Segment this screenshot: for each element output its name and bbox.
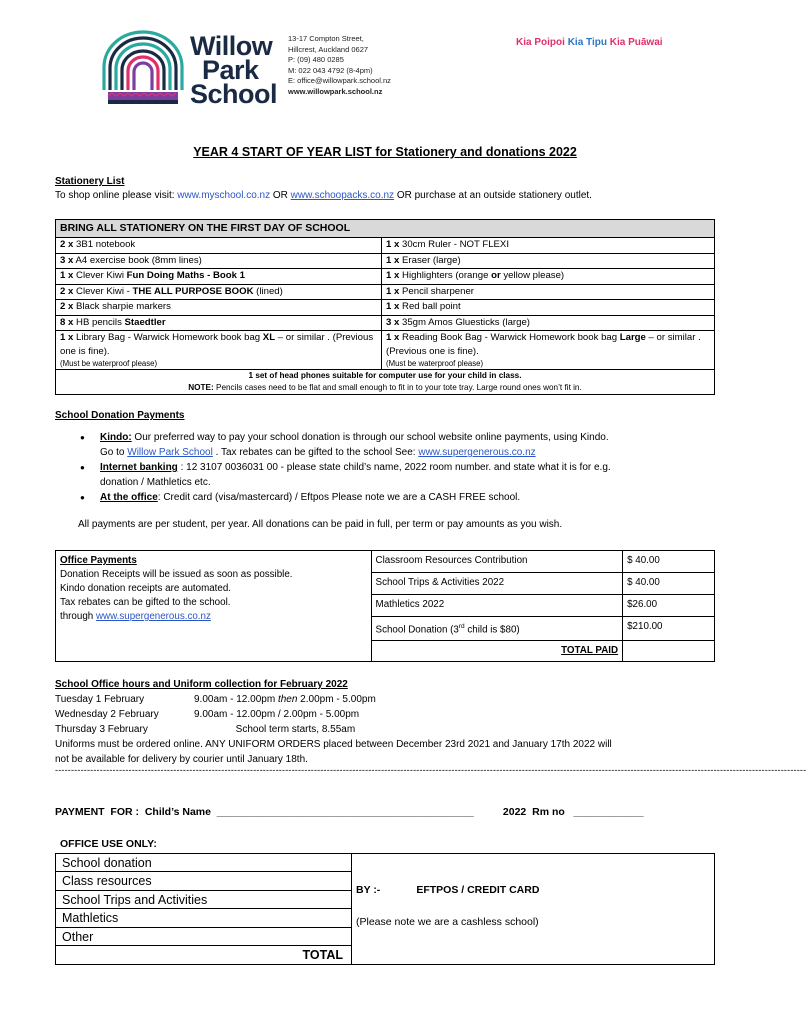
- address-line: Hillcrest, Auckland 0627: [288, 44, 369, 54]
- office-use-item: Other: [56, 928, 351, 946]
- all-payments-note: All payments are per student, per year. All donations can be paid in full, per term or pay amounts as you wish.: [78, 519, 563, 530]
- quantity: 8 x: [60, 316, 74, 328]
- office-use-item: Class resources: [56, 872, 351, 890]
- table-row: [56, 370, 715, 395]
- internet-banking-label: Internet banking: [100, 462, 178, 473]
- payment-item: [371, 617, 623, 641]
- payment-item: Classroom Resources Contribution: [371, 551, 623, 573]
- school-address: [288, 34, 391, 97]
- item-text: rd: [458, 623, 465, 630]
- office-use-total: TOTAL: [302, 947, 343, 962]
- item-text: Clever Kiwi: [73, 270, 127, 281]
- school-motto: [516, 37, 663, 48]
- school-name-line: School: [190, 79, 278, 109]
- office-payments-table: [55, 550, 715, 662]
- hours-time: then: [277, 694, 298, 705]
- address-line: M: 022 043 4792 (8-4pm): [288, 65, 373, 75]
- table-row: [56, 551, 715, 573]
- table-cell: [56, 269, 382, 285]
- uniform-note: Uniforms must be ordered online. ANY UNIFORM ORDERS placed between December 23rd 2021 and January 17th 2022 will: [55, 739, 612, 750]
- office-use-items: [56, 854, 352, 965]
- headphones-note: 1 set of head phones suitable for computer use for your child in class.: [248, 371, 522, 380]
- motto-part: Kia Poipoi: [516, 37, 565, 48]
- quantity: 1 x: [60, 332, 74, 343]
- quantity: 1 x: [386, 285, 400, 297]
- school-name: [190, 31, 278, 109]
- item-text: – or similar . (Previous one is fine).: [60, 332, 374, 357]
- stationery-intro: [55, 190, 592, 201]
- total-paid-label: TOTAL PAID: [371, 641, 623, 662]
- table-cell: [382, 269, 715, 285]
- table-row: [56, 331, 715, 370]
- office-use-heading: OFFICE USE ONLY:: [60, 838, 157, 850]
- list-item: [55, 722, 612, 737]
- willow-park-link[interactable]: Willow Park School: [127, 447, 213, 458]
- table-cell: [382, 331, 715, 370]
- payment-methods-list: [80, 430, 611, 505]
- stationery-table-heading: BRING ALL STATIONERY ON THE FIRST DAY OF SCHOOL: [56, 220, 715, 238]
- kindo-text: Our preferred way to pay your school donation is through our school website online payments, using Kindo.: [131, 432, 609, 443]
- motto-part: Kia Tipu: [567, 37, 607, 48]
- cut-line: -------------------------------------------------------------------------------------------------------------------------------------------------------------------------------------------------------------------------------------------: [55, 765, 806, 775]
- schoopacks-link[interactable]: www.schoopacks.co.nz: [290, 190, 395, 201]
- table-row: [56, 238, 715, 254]
- hours-time: 9.00am - 12.00pm / 2.00pm - 5.00pm: [194, 709, 360, 720]
- table-cell: [56, 238, 382, 254]
- table-cell: [56, 315, 382, 331]
- quantity: 3 x: [60, 254, 74, 266]
- list-item: [80, 490, 611, 505]
- table-cell: [382, 284, 715, 300]
- table-cell: [56, 300, 382, 316]
- payment-for-line[interactable]: PAYMENT FOR : Child’s Name ____________________________________________ 2022 Rm no ____________: [55, 806, 644, 818]
- kindo-text: . Tax rebates can be gifted to the school See:: [212, 447, 419, 458]
- item-text-bold: Fun Doing Maths - Book 1: [126, 270, 245, 281]
- by-label: BY :-: [356, 884, 381, 896]
- office-use-item: School donation: [56, 854, 351, 872]
- list-item: [80, 460, 611, 490]
- list-item: [55, 692, 612, 707]
- item-text: Highlighters (orange: [399, 270, 492, 281]
- item-text: child is $80): [464, 624, 520, 636]
- kindo-text: Go to: [100, 447, 128, 458]
- intro-text: OR purchase at an outside stationery outlet.: [394, 190, 592, 201]
- quantity: 1 x: [386, 301, 400, 312]
- item-text-bold: or: [491, 270, 501, 281]
- table-row: [56, 269, 715, 285]
- payment-item: School Trips & Activities 2022: [371, 573, 623, 595]
- item-text: A4 exercise book (8mm lines): [73, 254, 202, 266]
- cashless-note: (Please note we are a cashless school): [356, 916, 539, 928]
- table-cell: [56, 370, 715, 395]
- item-note: (Must be waterproof please): [60, 359, 158, 368]
- supergenerous-link[interactable]: www.supergenerous.co.nz: [418, 447, 536, 458]
- motto-part: Kia Puāwai: [609, 37, 663, 48]
- item-text: – or similar . (Previous one is fine).: [386, 332, 701, 357]
- address-line: E: office@willowpark.school.nz: [288, 76, 391, 85]
- address-website: www.willowpark.school.nz: [288, 86, 383, 96]
- myschool-link[interactable]: www.myschool.co.nz: [177, 190, 271, 201]
- stationery-table: [55, 219, 715, 395]
- list-item: [55, 707, 612, 722]
- table-cell: [382, 238, 715, 254]
- intro-text: To shop online please visit:: [55, 190, 178, 201]
- item-text: HB pencils: [73, 316, 125, 328]
- info-line: Donation Receipts will be issued as soon as possible.: [60, 569, 293, 580]
- payment-amount: $ 40.00: [623, 573, 715, 595]
- info-line: Tax rebates can be gifted to the school.: [60, 597, 231, 608]
- item-text: 3B1 notebook: [73, 239, 136, 250]
- item-text: Red ball point: [399, 301, 461, 312]
- school-logo-icon: [98, 30, 188, 112]
- office-payments-heading: Office Payments: [60, 555, 137, 566]
- quantity: 1 x: [60, 270, 74, 281]
- at-office-text: : Credit card (visa/mastercard) / Eftpos Please note we are a CASH FREE school.: [157, 492, 521, 503]
- office-payments-info: [56, 551, 372, 662]
- intro-text: OR: [270, 190, 291, 201]
- table-row: [56, 253, 715, 269]
- item-text: 35gm Amos Gluesticks (large): [399, 316, 530, 328]
- item-text-bold: THE ALL PURPOSE BOOK: [132, 285, 254, 297]
- kindo-label: Kindo:: [100, 432, 132, 443]
- info-line: Kindo donation receipts are automated.: [60, 583, 232, 594]
- hours-time: 9.00am - 12.00pm: [194, 694, 278, 705]
- hours-time: School term starts, 8.55am: [194, 724, 356, 735]
- payment-amount: $26.00: [623, 595, 715, 617]
- pencil-case-note: Pencils cases need to be flat and small enough to fit in to your tote tray. Large round ones won’t fit in.: [213, 383, 582, 392]
- item-text-bold: XL: [262, 332, 276, 343]
- item-text-bold: Staedtler: [124, 316, 166, 328]
- address-line: P: (09) 480 0285: [288, 55, 344, 64]
- office-hours: [55, 677, 612, 767]
- table-row: [56, 300, 715, 316]
- internet-banking-text: : 12 3107 0036031 00 - please state child’s name, 2022 room number. and state what it is for e.g.: [177, 462, 611, 473]
- internet-banking-text: donation / Mathletics etc.: [100, 477, 211, 488]
- donation-heading: School Donation Payments: [55, 410, 185, 421]
- school-name-line: Park: [202, 55, 259, 85]
- table-cell: [382, 253, 715, 269]
- table-row: [56, 284, 715, 300]
- hours-day: Thursday 3 February: [55, 724, 148, 735]
- table-cell: [382, 300, 715, 316]
- address-line: 13-17 Compton Street,: [288, 34, 364, 43]
- quantity: 1 x: [386, 332, 400, 343]
- table-row: [56, 315, 715, 331]
- office-hours-heading: School Office hours and Uniform collection for February 2022: [55, 679, 348, 690]
- office-use-item: School Trips and Activities: [56, 891, 351, 909]
- school-name-line: Willow: [190, 31, 273, 61]
- note-label: NOTE:: [188, 383, 214, 392]
- item-text: Pencil sharpener: [399, 285, 475, 297]
- payment-methods: EFTPOS / CREDIT CARD: [416, 884, 540, 896]
- quantity: 2 x: [60, 239, 74, 250]
- item-text: School Donation (3: [375, 624, 459, 636]
- item-text: Eraser (large): [399, 254, 461, 266]
- at-office-label: At the office: [100, 492, 158, 503]
- quantity: 1 x: [386, 254, 400, 266]
- item-text: Reading Book Bag - Warwick Homework book bag: [399, 332, 620, 343]
- item-text: Library Bag - Warwick Homework book bag: [73, 332, 263, 343]
- table-cell: [56, 331, 382, 370]
- uniform-note: not be available for delivery by courier until January 18th.: [55, 754, 308, 765]
- hours-day: Tuesday 1 February: [55, 694, 145, 705]
- office-use-item: Mathletics: [56, 909, 351, 927]
- payment-method-cell: [352, 854, 715, 965]
- table-cell: [56, 253, 382, 269]
- table-cell: [56, 284, 382, 300]
- payment-item: Mathletics 2022: [371, 595, 623, 617]
- stationery-heading: Stationery List: [55, 176, 125, 187]
- info-line: through: [60, 611, 96, 622]
- item-text: Black sharpie markers: [73, 301, 171, 312]
- quantity: 2 x: [60, 301, 74, 312]
- item-text: 30cm Ruler - NOT FLEXI: [399, 239, 509, 250]
- office-use-table: [55, 853, 715, 965]
- item-text: Clever Kiwi -: [73, 285, 133, 297]
- item-text-bold: Large: [619, 332, 646, 343]
- item-text: yellow please): [500, 270, 565, 281]
- list-item: [80, 430, 611, 460]
- quantity: 3 x: [386, 316, 400, 328]
- item-note: (Must be waterproof please): [386, 359, 484, 368]
- hours-day: Wednesday 2 February: [55, 709, 159, 720]
- table-cell: [382, 315, 715, 331]
- page-title: YEAR 4 START OF YEAR LIST for Stationery and donations 2022: [193, 145, 577, 159]
- quantity: 2 x: [60, 285, 74, 297]
- item-text: (lined): [253, 285, 283, 297]
- total-paid-value[interactable]: [623, 641, 715, 662]
- payment-amount: $210.00: [623, 617, 715, 641]
- payment-amount: $ 40.00: [623, 551, 715, 573]
- quantity: 1 x: [386, 270, 400, 281]
- hours-time: 2.00pm - 5.00pm: [297, 694, 376, 705]
- table-row: [56, 854, 715, 965]
- quantity: 1 x: [386, 239, 400, 250]
- supergenerous-link[interactable]: www.supergenerous.co.nz: [95, 611, 211, 622]
